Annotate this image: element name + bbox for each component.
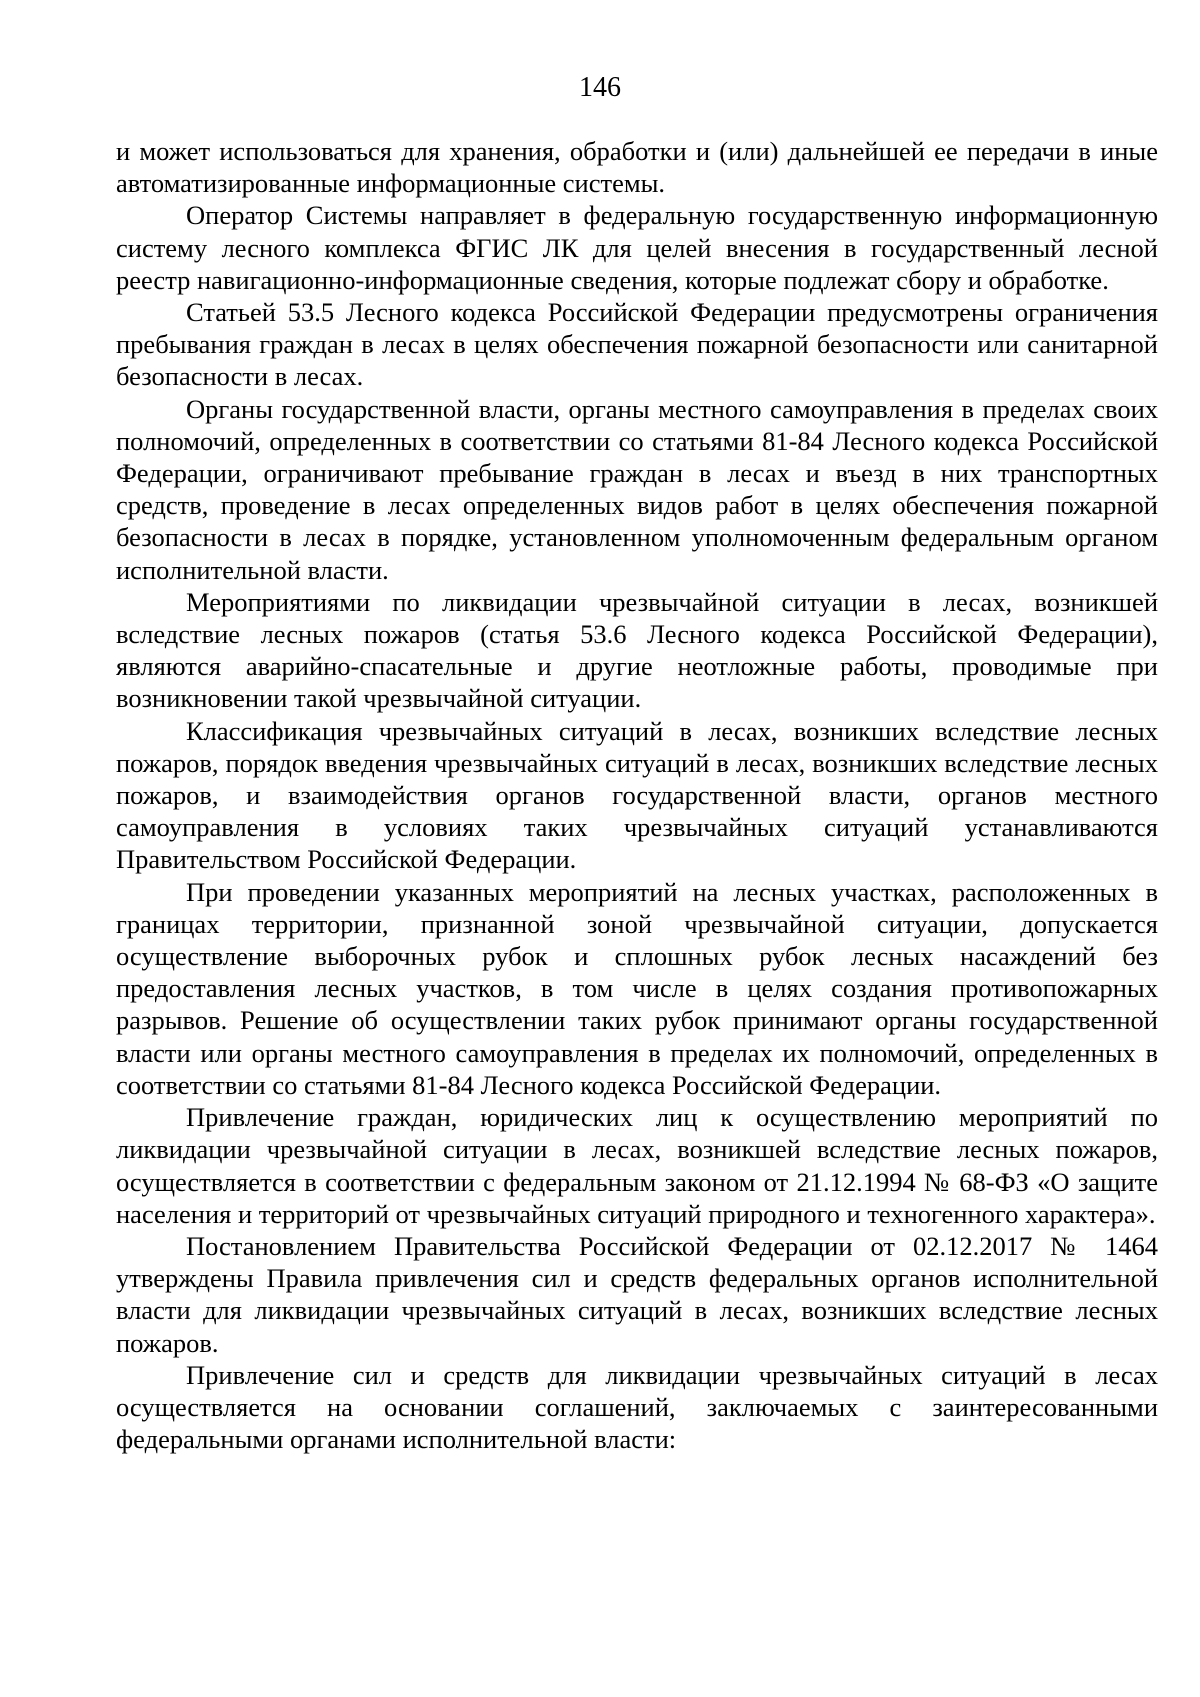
paragraph: Оператор Системы направляет в федеральную государственную информационную систему лесного комплекса ФГИС ЛК для целей внесения в государственный лесной реестр навигационно-информационные сведения, которые подлежат сбору и обработке. [116,200,1158,295]
paragraph: Постановлением Правительства Российской Федерации от 02.12.2017 № 1464 утверждены Правила привлечения сил и средств федеральных органов исполнительной власти для ликвидации чрезвычайных ситуаций в лесах, возникших вследствие лесных пожаров. [116,1230,1158,1358]
page-number: 146 [579,72,621,103]
paragraph: Привлечение граждан, юридических лиц к осуществлению мероприятий по ликвидации чрезвычайной ситуации в лесах, возникшей вследствие лесных пожаров, осуществляется в соответствии с федеральным законом от 21.12.1994 № 68-ФЗ «О защите населения и территорий от чрезвычайных ситуаций природного и техногенного характера». [116,1102,1158,1229]
paragraph: Органы государственной власти, органы местного самоуправления в пределах своих полномочий, определенных в соответствии со статьями 81-84 Лесного кодекса Российской Федерации, ограничивают пребывание граждан в лесах и въезд в них транспортных средств, проведение в лесах определенных видов работ в целях обеспечения пожарной безопасности в лесах в порядке, установленном уполномоченным федеральным органом исполнительной власти. [116,393,1158,585]
paragraph: Привлечение сил и средств для ликвидации чрезвычайных ситуаций в лесах осуществляется на основании соглашений, заключаемых с заинтересованными федеральными органами исполнительной власти: [116,1359,1158,1455]
paragraph: Классификация чрезвычайных ситуаций в лесах, возникших вследствие лесных пожаров, порядок введения чрезвычайных ситуаций в лесах, возникших вследствие лесных пожаров, и взаимодействия органов государственной власти, органов местного самоуправления в условиях таких чрезвычайных ситуаций устанавливаются Правительством Российской Федерации. [116,715,1158,875]
paragraph-continuation: и может использоваться для хранения, обработки и (или) дальнейшей ее передачи в иные автоматизированные информационные системы. [116,136,1158,199]
paragraph: Мероприятиями по ликвидации чрезвычайной ситуации в лесах, возникшей вследствие лесных пожаров (статья 53.6 Лесного кодекса Российской Федерации), являются аварийно-спасательные и другие неотложные работы, проводимые при возникновении такой чрезвычайной ситуации. [116,586,1158,714]
document-body [116,135,1158,1455]
paragraph: Статьей 53.5 Лесного кодекса Российской Федерации предусмотрены ограничения пребывания граждан в лесах в целях обеспечения пожарной безопасности или санитарной безопасности в лесах. [116,297,1158,392]
paragraph: При проведении указанных мероприятий на лесных участках, расположенных в границах территории, признанной зоной чрезвычайной ситуации, допускается осуществление выборочных рубок и сплошных рубок лесных насаждений без предоставления лесных участков, в том числе в целях создания противопожарных разрывов. Решение об осуществлении таких рубок принимают органы государственной власти или органы местного самоуправления в пределах их полномочий, определенных в соответствии со статьями 81-84 Лесного кодекса Российской Федерации. [116,876,1158,1100]
